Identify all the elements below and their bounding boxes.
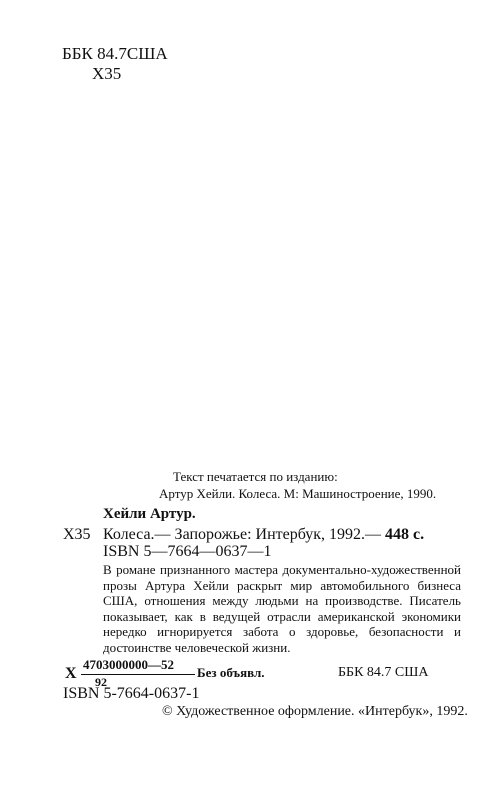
publication-info: Колеса.— Запорожье: Интербук, 1992.— <box>103 526 386 543</box>
annotation <box>103 562 461 655</box>
footer-bbk: ББК 84.7 США <box>338 665 429 680</box>
index-numerator: 4703000000—52 <box>83 657 174 672</box>
source-edition: Артур Хейли. Колеса. М: Машиностроение, 1990. <box>159 486 437 501</box>
annotation-text: В романе признанного мастера документально-художественной прозы Артура Хейли раскрыт мир автомобильного бизнеса США, отношения между людьми на производстве. Писатель показывает, как в ведущей отрасли американской экономики нередко игнорируется забота о здоровье, безопасности и достоинстве человеческой жизни. <box>103 562 461 655</box>
bbk-code: ББК 84.7США <box>62 44 168 63</box>
index-letter: Х <box>65 665 77 682</box>
entry-author-mark: Х35 <box>63 526 91 543</box>
page-count: 448 с. <box>385 526 425 543</box>
entry-isbn: ISBN 5—7664—0637—1 <box>103 543 272 560</box>
author-heading: Хейли Артур. <box>103 506 196 522</box>
author-mark: Х35 <box>92 64 122 83</box>
index-denominator: 92 <box>95 675 107 689</box>
footer-isbn: ISBN 5-7664-0637-1 <box>63 685 200 702</box>
publication-line <box>103 526 424 544</box>
source-intro: Текст печатается по изданию: <box>173 469 338 484</box>
copyright-line: © Художественное оформление. «Интербук», 1992. <box>162 704 468 719</box>
index-note: Без объявл. <box>197 665 265 680</box>
bbk-header <box>62 44 168 84</box>
